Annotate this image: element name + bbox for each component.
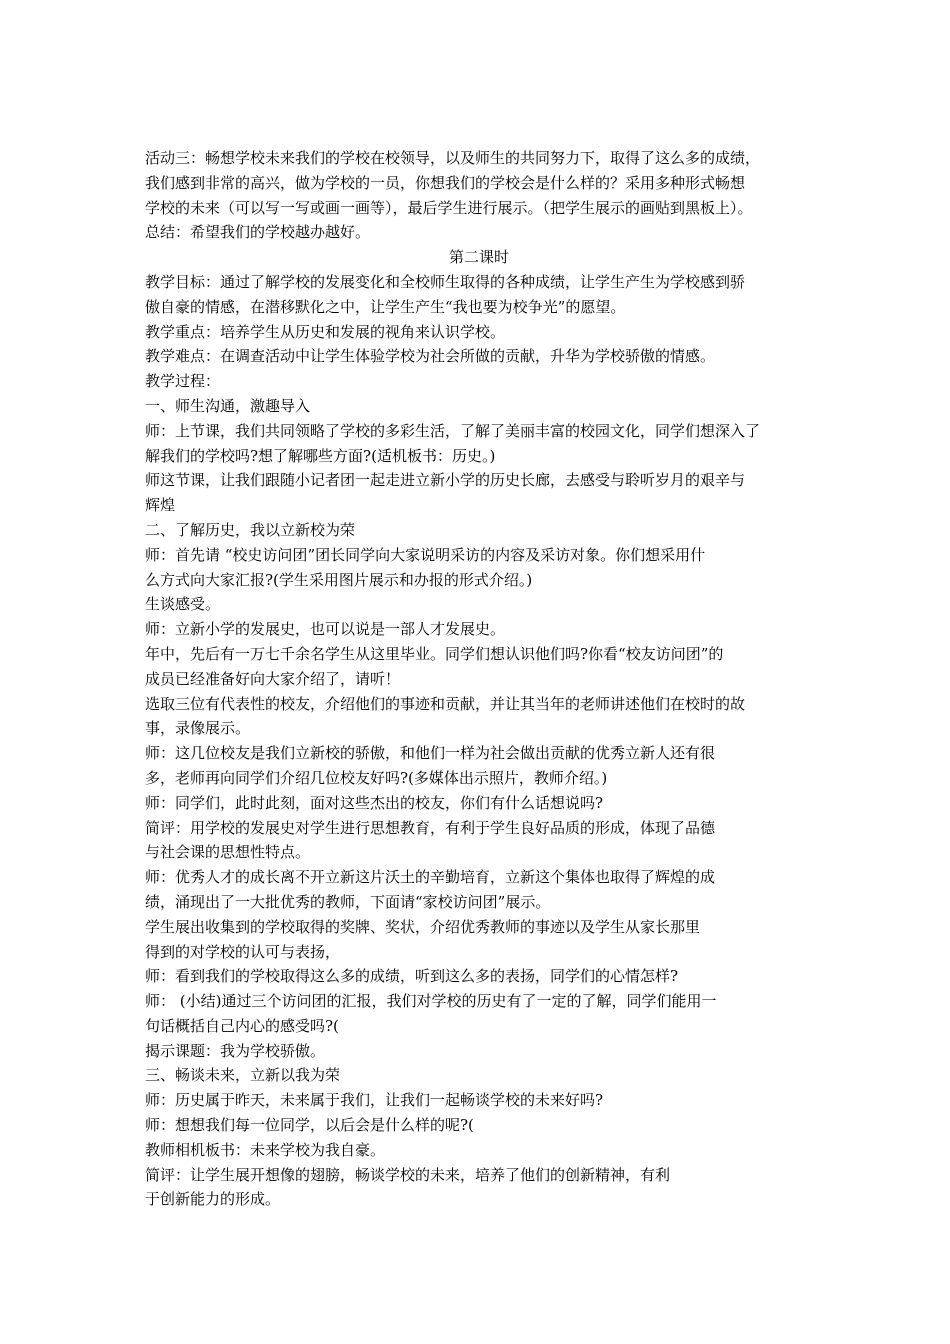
text-line: 师：这几位校友是我们立新校的骄傲，和他们一样为社会做出贡献的优秀立新人还有很 xyxy=(145,744,716,763)
summary-line: 总结：希望我们的学校越办越好。 xyxy=(145,223,371,242)
text-line: 事，录像展示。 xyxy=(145,719,251,738)
part-one-heading: 一、师生沟通，激趣导入 xyxy=(145,396,311,415)
comment-line: 与社会课的思想性特点。 xyxy=(145,843,311,862)
part-three-heading: 三、畅谈未来，立新以我为荣 xyxy=(145,1066,341,1085)
teaching-difficulty-line: 教学难点：在调查活动中让学生体验学校为社会所做的贡献，升华为学校骄傲的情感。 xyxy=(145,347,716,366)
text-line: 师：同学们，此时此刻，面对这些杰出的校友，你们有什么话想说吗? xyxy=(145,793,604,812)
text-line: 辉煌 xyxy=(145,496,176,515)
text-line: 师：想想我们每一位同学，以后会是什么样的呢?( xyxy=(145,1116,474,1135)
text-line: 师：立新小学的发展史，也可以说是一部人才发展史。 xyxy=(145,620,506,639)
text-line: 教师相机板书：未来学校为我自豪。 xyxy=(145,1140,386,1159)
comment-line: 简评：用学校的发展史对学生进行思想教育，有利于学生良好品质的形成，体现了品德 xyxy=(145,818,716,837)
text-line: 选取三位有代表性的校友，介绍他们的事迹和贡献，并让其当年的老师讲述他们在校时的故 xyxy=(145,694,746,713)
text-line: 得到的对学校的认可与表扬， xyxy=(145,942,341,961)
text-line: 学生展出收集到的学校取得的奖牌、奖状，介绍优秀教师的事迹以及学生从家长那里 xyxy=(145,917,701,936)
teaching-focus-line: 教学重点：培养学生从历史和发展的视角来认识学校。 xyxy=(145,322,506,341)
text-line: 年中，先后有一万七千余名学生从这里毕业。同学们想认识他们吗?你看“校友访问团”的 xyxy=(145,644,724,663)
teaching-goal-line-2: 傲自豪的情感，在潜移默化之中，让学生产生“我也要为校争光”的愿望。 xyxy=(145,297,626,316)
document-page xyxy=(145,146,813,1212)
text-line: 师：优秀人才的成长离不开立新这片沃土的辛勤培育，立新这个集体也取得了辉煌的成 xyxy=(145,868,716,887)
text-line: 师：上节课，我们共同领略了学校的多彩生活，了解了美丽丰富的校园文化，同学们想深入了 xyxy=(145,421,761,440)
text-line: 师： (小结)通过三个访问团的汇报，我们对学校的历史有了一定的了解，同学们能用一 xyxy=(145,992,717,1011)
text-line: 么方式向大家汇报?(学生采用图片展示和办报的形式介绍。) xyxy=(145,570,533,589)
comment-line: 简评：让学生展开想像的翅膀，畅谈学校的未来，培养了他们的创新精神，有利 xyxy=(145,1165,671,1184)
text-line: 生谈感受。 xyxy=(145,595,221,614)
section-heading-second-lesson: 第二课时 xyxy=(448,248,509,267)
text-line: 师：首先请 “校史访问团”团长同学向大家说明采访的内容及采访对象。你们想采用什 xyxy=(145,545,706,564)
text-line: 师：历史属于昨天，未来属于我们，让我们一起畅谈学校的未来好吗? xyxy=(145,1091,604,1110)
text-line: 师这节课，让我们跟随小记者团一起走进立新小学的历史长廊，去感受与聆听岁月的艰辛与 xyxy=(145,471,746,490)
teaching-process-label: 教学过程： xyxy=(145,372,221,391)
text-line: 解我们的学校吗?想了解哪些方面?(适机板书：历史。) xyxy=(145,446,496,465)
comment-line: 于创新能力的形成。 xyxy=(145,1190,281,1209)
lesson-topic-line: 揭示课题：我为学校骄傲。 xyxy=(145,1041,326,1060)
activity-three-line-2: 我们感到非常的高兴，做为学校的一员，你想我们的学校会是什么样的？采用多种形式畅想 xyxy=(145,173,746,192)
text-line: 句话概括自己内心的感受吗?( xyxy=(145,1016,339,1035)
part-two-heading: 二、了解历史，我以立新校为荣 xyxy=(145,520,356,539)
teaching-goal-line-1: 教学目标：通过了解学校的发展变化和全校师生取得的各种成绩，让学生产生为学校感到骄 xyxy=(145,272,746,291)
activity-three-line-1: 活动三：畅想学校未来我们的学校在校领导，以及师生的共同努力下，取得了这么多的成绩， xyxy=(145,149,761,167)
text-line: 师：看到我们的学校取得这么多的成绩，听到这么多的表扬，同学们的心情怎样? xyxy=(145,967,679,986)
text-line: 成员已经准备好向大家介绍了，请听！ xyxy=(145,669,401,688)
text-line: 多，老师再向同学们介绍几位校友好吗?(多媒体出示照片，教师介绍。) xyxy=(145,768,608,787)
activity-three-line-3: 学校的未来（可以写一写或画一画等），最后学生进行展示。（把学生展示的画贴到黑板上）。 xyxy=(145,198,753,217)
text-line: 绩，涌现出了一大批优秀的教师，下面请“家校访问团”展示。 xyxy=(145,892,551,911)
